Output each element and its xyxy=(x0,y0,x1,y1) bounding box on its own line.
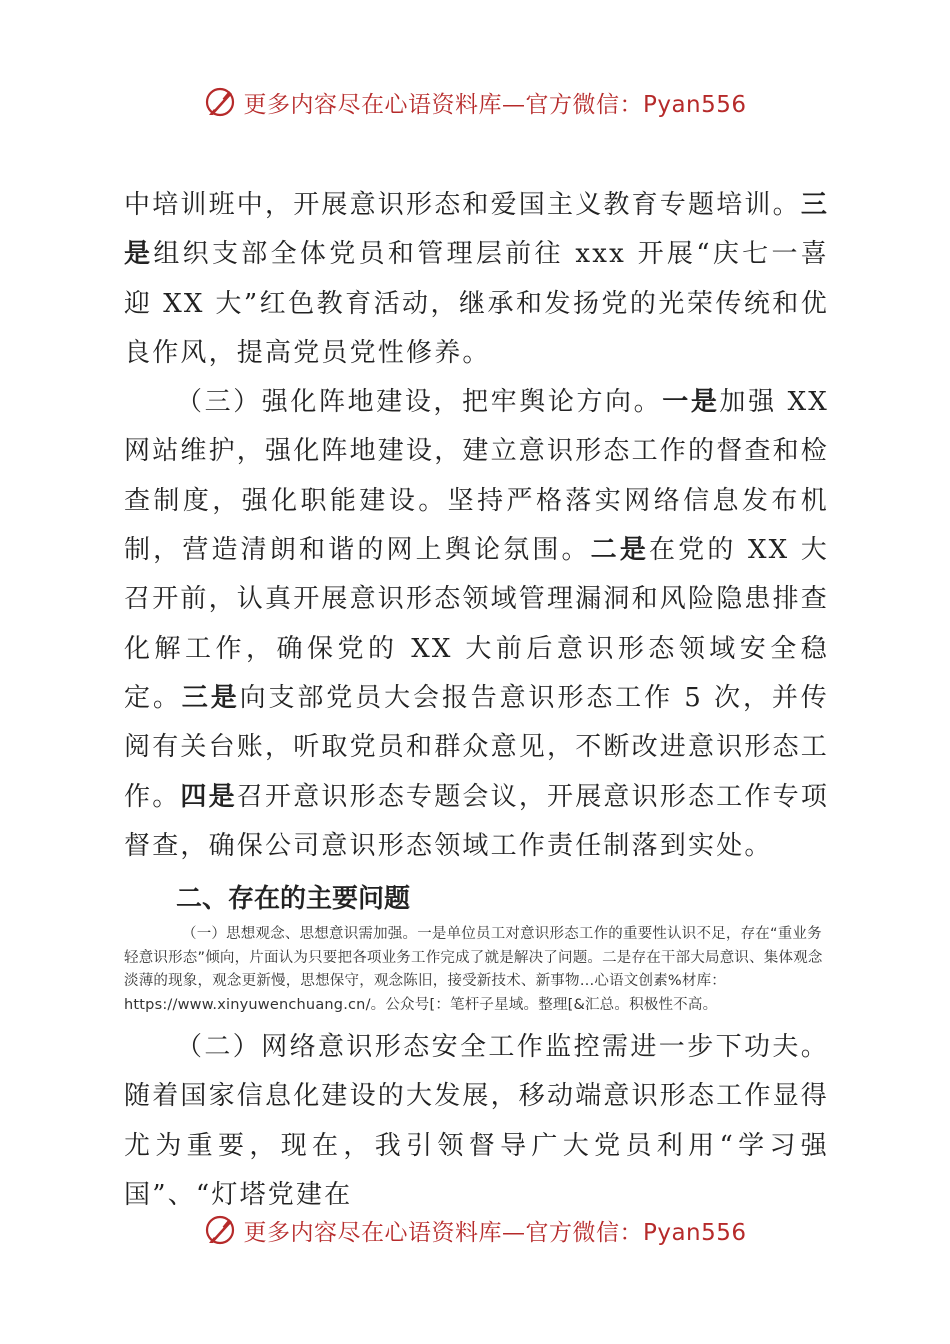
header-wechat: Pyan556 xyxy=(642,91,747,118)
footer-text: 更多内容尽在心语资料库—官方微信：Pyan556 xyxy=(243,1219,747,1246)
paragraph-continuation: 中培训班中，开展意识形态和爱国主义教育专题培训。三是组织支部全体党员和管理层前往 xxx 开展“庆七一喜迎 XX 大”红色教育活动，继承和发扬党的光荣传统和优良作风，提高党员党性修养。 xyxy=(124,190,830,368)
quill-logo-icon xyxy=(203,1213,237,1247)
section-heading: 二、存在的主要问题 xyxy=(176,884,411,915)
quill-logo-icon xyxy=(203,85,237,119)
paragraph-section-three: （三）强化阵地建设，把牢舆论方向。一是加强 XX 网站维护，强化阵地建设，建立意识形态工作的督查和检查制度，强化职能建设。坚持严格落实网络信息发布机制，营造清朗和谐的网上舆论氛围。二是在党的 XX 大召开前，认真开展意识形态领域管理漏洞和风险隐患排查化解工作，确保党的 XX 大前后意识形态领域安全稳定。三是向支部党员大会报告意识形态工作 5 次，并传阅有关台账，听取党员和群众意见，不断改进意识形态工作。四是召开意识形态专题会议，开展意识形态工作专项督查，确保公司意识形态领域工作责任制落到实处。 xyxy=(124,387,830,861)
footer-banner xyxy=(0,1208,950,1252)
paragraph-network-monitoring: （二）网络意识形态安全工作监控需进一步下功夫。随着国家信息化建设的大发展，移动端意识形态工作显得尤为重要，现在，我引领督导广大党员利用“学习强国”、“灯塔党建在 xyxy=(124,1032,830,1211)
header-banner xyxy=(0,80,950,124)
header-text: 更多内容尽在心语资料库—官方微信：Pyan556 xyxy=(243,91,747,118)
footer-wechat: Pyan556 xyxy=(642,1219,747,1246)
document-body xyxy=(124,181,829,1220)
small-print-paragraph: （一）思想观念、思想意识需加强。一是单位员工对意识形态工作的重要性认识不足，存在“重业务轻意识形态”倾向，片面认为只要把各项业务工作完成了就是解决了问题。二是存在干部大局意识、集体观念淡薄的现象，观念更新慢，思想保守，观念陈旧，接受新技术、新事物…心语文创素%材库：https://www.xinyuwenchuang.cn/。公众号[：笔杆子星域。整理[&汇总。积极性不高。 xyxy=(124,926,823,1013)
